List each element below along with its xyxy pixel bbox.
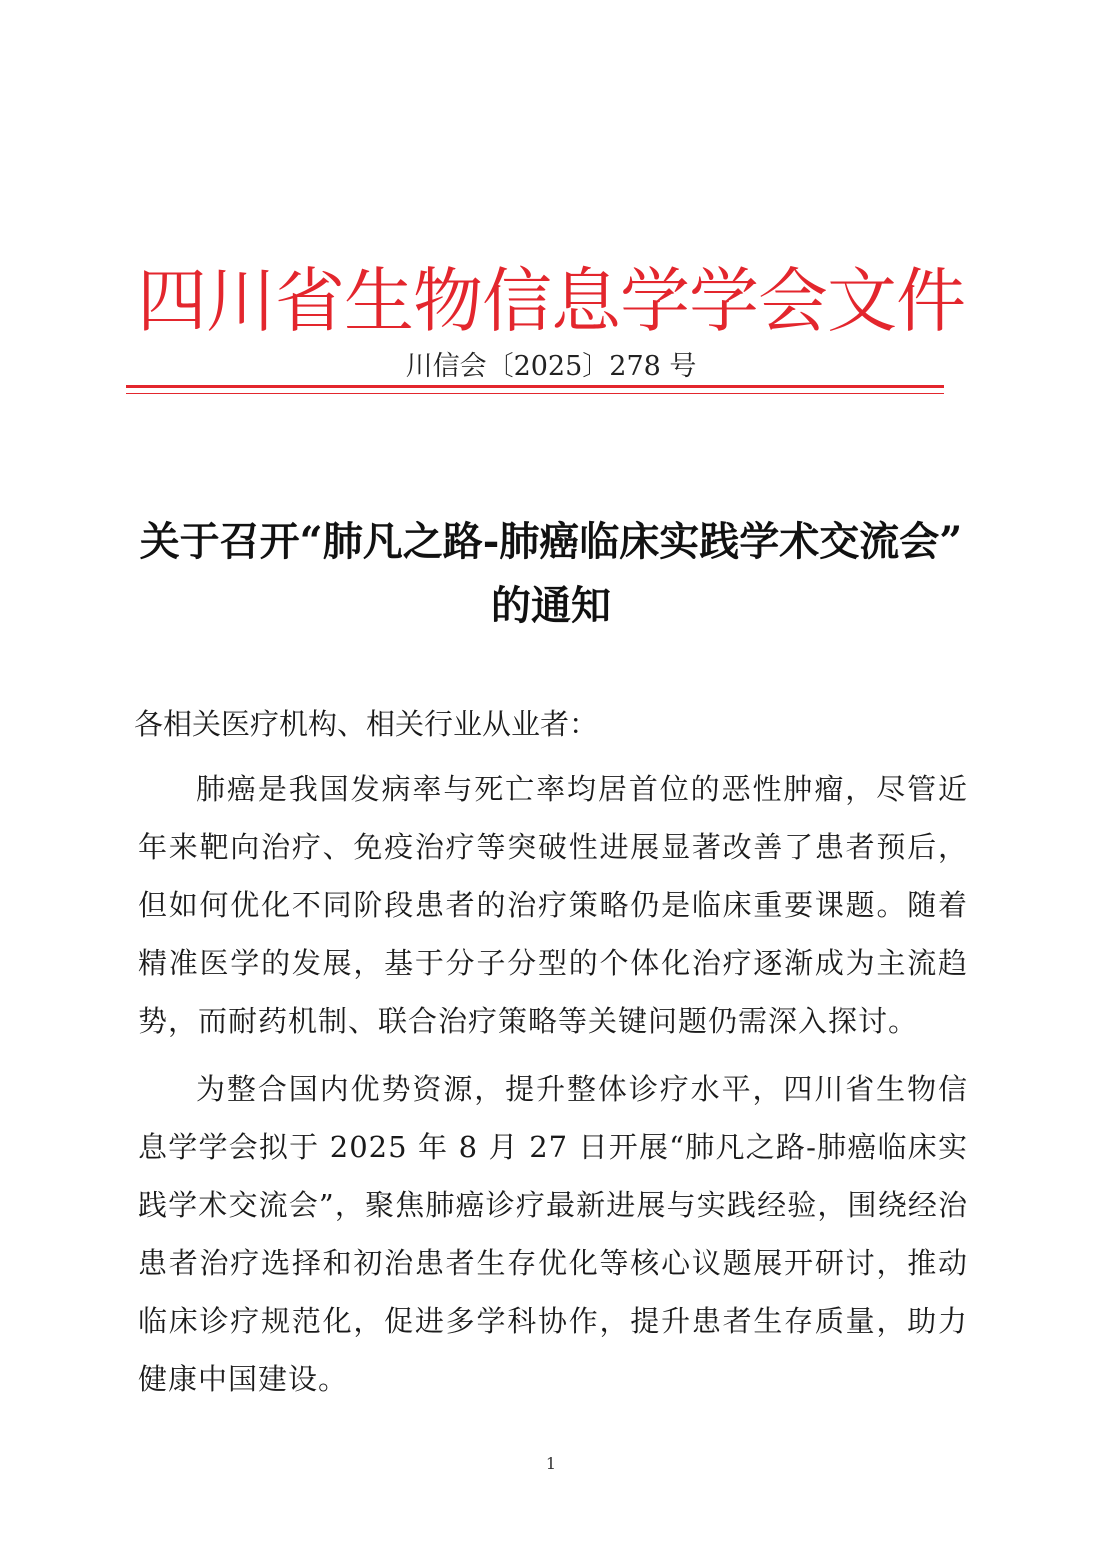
header-divider-thin xyxy=(126,393,944,394)
notice-title-line-1: 关于召开“肺凡之路-肺癌临床实践学术交流会” xyxy=(139,518,963,565)
paragraph-2: 为整合国内优势资源，提升整体诊疗水平，四川省生物信息学学会拟于 2025 年 8 月 27 日开展“肺凡之路-肺癌临床实践学术交流会”，聚焦肺癌诊疗最新进展与实践经验，围绕经治患者治疗选择和初治患者生存优化等核心议题展开研讨，推动临床诊疗规范化，促进多学科协作，提升患者生存质量，助力健康中国建设。 xyxy=(138,1072,968,1396)
paragraph-1: 肺癌是我国发病率与死亡率均居首位的恶性肿瘤，尽管近年来靶向治疗、免疫治疗等突破性进展显著改善了患者预后，但如何优化不同阶段患者的治疗策略仍是临床重要课题。随着精准医学的发展，基于分子分型的个体化治疗逐渐成为主流趋势，而耐药机制、联合治疗策略等关键问题仍需深入探讨。 xyxy=(138,772,968,1038)
document-number: 川信会〔2025〕278 号 xyxy=(405,351,697,382)
organization-header-title: 四川省生物信息学学会文件 xyxy=(137,260,965,342)
page-number: 1 xyxy=(545,1454,557,1473)
header-divider-thick xyxy=(126,385,944,388)
salutation: 各相关医疗机构、相关行业从业者： xyxy=(134,707,599,741)
notice-title-line-2: 的通知 xyxy=(491,582,611,629)
